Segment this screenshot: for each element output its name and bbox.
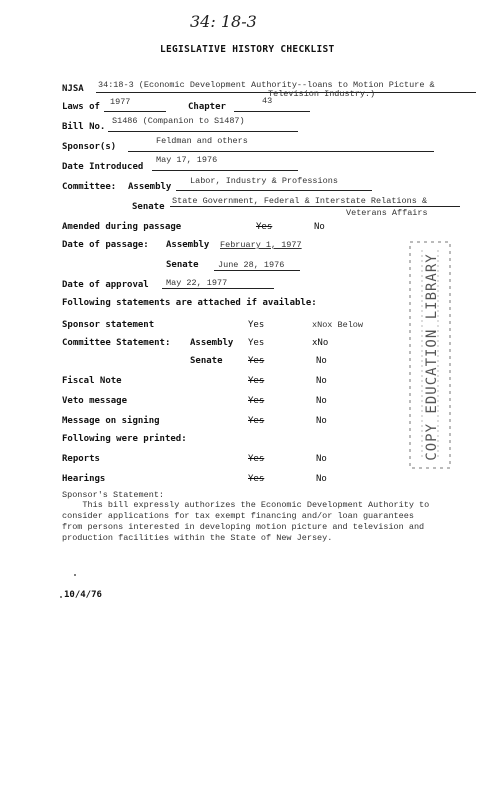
sponsor-underline xyxy=(128,151,434,152)
laws-of-underline xyxy=(104,111,166,112)
scan-speck xyxy=(74,574,76,576)
laws-of-value: 1977 xyxy=(110,97,131,107)
date-introduced-value: May 17, 1976 xyxy=(156,155,218,165)
statement-yes: Yes xyxy=(248,356,265,366)
statement-label: Committee Statement: xyxy=(62,338,171,348)
printed-label: Reports xyxy=(62,454,100,464)
page-title: LEGISLATIVE HISTORY CHECKLIST xyxy=(160,44,335,55)
bill-no-label: Bill No. xyxy=(62,122,106,132)
date-of-approval-underline xyxy=(162,288,274,289)
committee-senate-value-line2: Veterans Affairs xyxy=(346,208,428,218)
committee-assembly-label: Assembly xyxy=(128,182,172,192)
njsa-value-line1: 34:18-3 (Economic Development Authority--loans to Motion Picture & xyxy=(98,80,435,90)
laws-of-label: Laws of xyxy=(62,102,100,112)
sponsor-statement-line: consider applications for tax exempt financing and/or loan guarantees xyxy=(62,511,414,521)
chapter-label: Chapter xyxy=(188,102,226,112)
date-of-passage-label: Date of passage: xyxy=(62,240,149,250)
printed-no: No xyxy=(316,474,327,484)
library-stamp xyxy=(408,240,452,470)
date-of-approval-value: May 22, 1977 xyxy=(166,278,228,288)
passage-assembly-value: February 1, 1977 xyxy=(220,240,302,250)
statement-no: No xyxy=(316,356,327,366)
committee-assembly-underline xyxy=(176,190,372,191)
printed-yes: Yes xyxy=(248,474,265,484)
statement-no: xNox Below xyxy=(312,320,364,330)
amended-yes: Yes xyxy=(256,222,273,232)
statement-label: Message on signing xyxy=(62,416,160,426)
following-attached-heading: Following statements are attached if available: xyxy=(62,298,317,308)
printed-no: No xyxy=(316,454,327,464)
amended-no: No xyxy=(314,222,325,232)
njsa-label: NJSA xyxy=(62,84,84,94)
scan-speck xyxy=(60,596,62,598)
committee-senate-label: Senate xyxy=(132,202,165,212)
statement-yes: Yes xyxy=(248,320,265,330)
library-stamp-text: COPY EDUCATION LIBRARY xyxy=(424,253,440,461)
committee-label: Committee: xyxy=(62,182,117,192)
committee-senate-value-line1: State Government, Federal & Interstate Relations & xyxy=(172,196,428,206)
date-of-approval-label: Date of approval xyxy=(62,280,149,290)
statement-yes: Yes xyxy=(248,416,265,426)
njsa-value-line2: Television Industry.) xyxy=(268,89,376,99)
amended-label: Amended during passage xyxy=(62,222,182,232)
statement-yes: Yes xyxy=(248,376,265,386)
statement-yes: Yes xyxy=(248,338,265,348)
committee-assembly-value: Labor, Industry & Professions xyxy=(190,176,338,186)
following-printed-heading: Following were printed: xyxy=(62,434,187,444)
sponsor-statement-line: production facilities within the State of New Jersey. xyxy=(62,533,333,543)
sponsor-statement-line: from persons interested in developing motion picture and television and xyxy=(62,522,425,532)
statement-yes: Yes xyxy=(248,396,265,406)
passage-senate-underline xyxy=(214,270,300,271)
committee-senate-underline xyxy=(170,206,460,207)
bill-no-underline xyxy=(108,131,298,132)
date-introduced-underline xyxy=(152,170,298,171)
passage-senate-value: June 28, 1976 xyxy=(218,260,285,270)
statement-label: Veto message xyxy=(62,396,128,406)
chapter-value: 43 xyxy=(262,96,273,106)
bill-no-value: S1486 (Companion to S1487) xyxy=(112,116,245,126)
sponsor-label: Sponsor(s) xyxy=(62,142,117,152)
footer-date: 10/4/76 xyxy=(64,590,102,600)
date-introduced-label: Date Introduced xyxy=(62,162,144,172)
sponsor-statement-line: This bill expressly authorizes the Economic Development Authority to xyxy=(62,500,430,510)
chapter-underline xyxy=(234,111,310,112)
statement-no: No xyxy=(316,416,327,426)
statement-label: Fiscal Note xyxy=(62,376,122,386)
sponsor-statement-heading: Sponsor's Statement: xyxy=(62,490,165,500)
printed-yes: Yes xyxy=(248,454,265,464)
sponsor-value: Feldman and others xyxy=(156,136,248,146)
statement-sub: Senate xyxy=(190,356,223,366)
statement-no: No xyxy=(316,376,327,386)
statement-label: Sponsor statement xyxy=(62,320,155,330)
handwritten-reference: 34: 18-3 xyxy=(190,12,257,31)
statement-no: No xyxy=(316,396,327,406)
passage-senate-label: Senate xyxy=(166,260,199,270)
printed-label: Hearings xyxy=(62,474,106,484)
passage-assembly-label: Assembly xyxy=(166,240,210,250)
statement-no: xNo xyxy=(312,338,329,348)
statement-sub: Assembly xyxy=(190,338,234,348)
